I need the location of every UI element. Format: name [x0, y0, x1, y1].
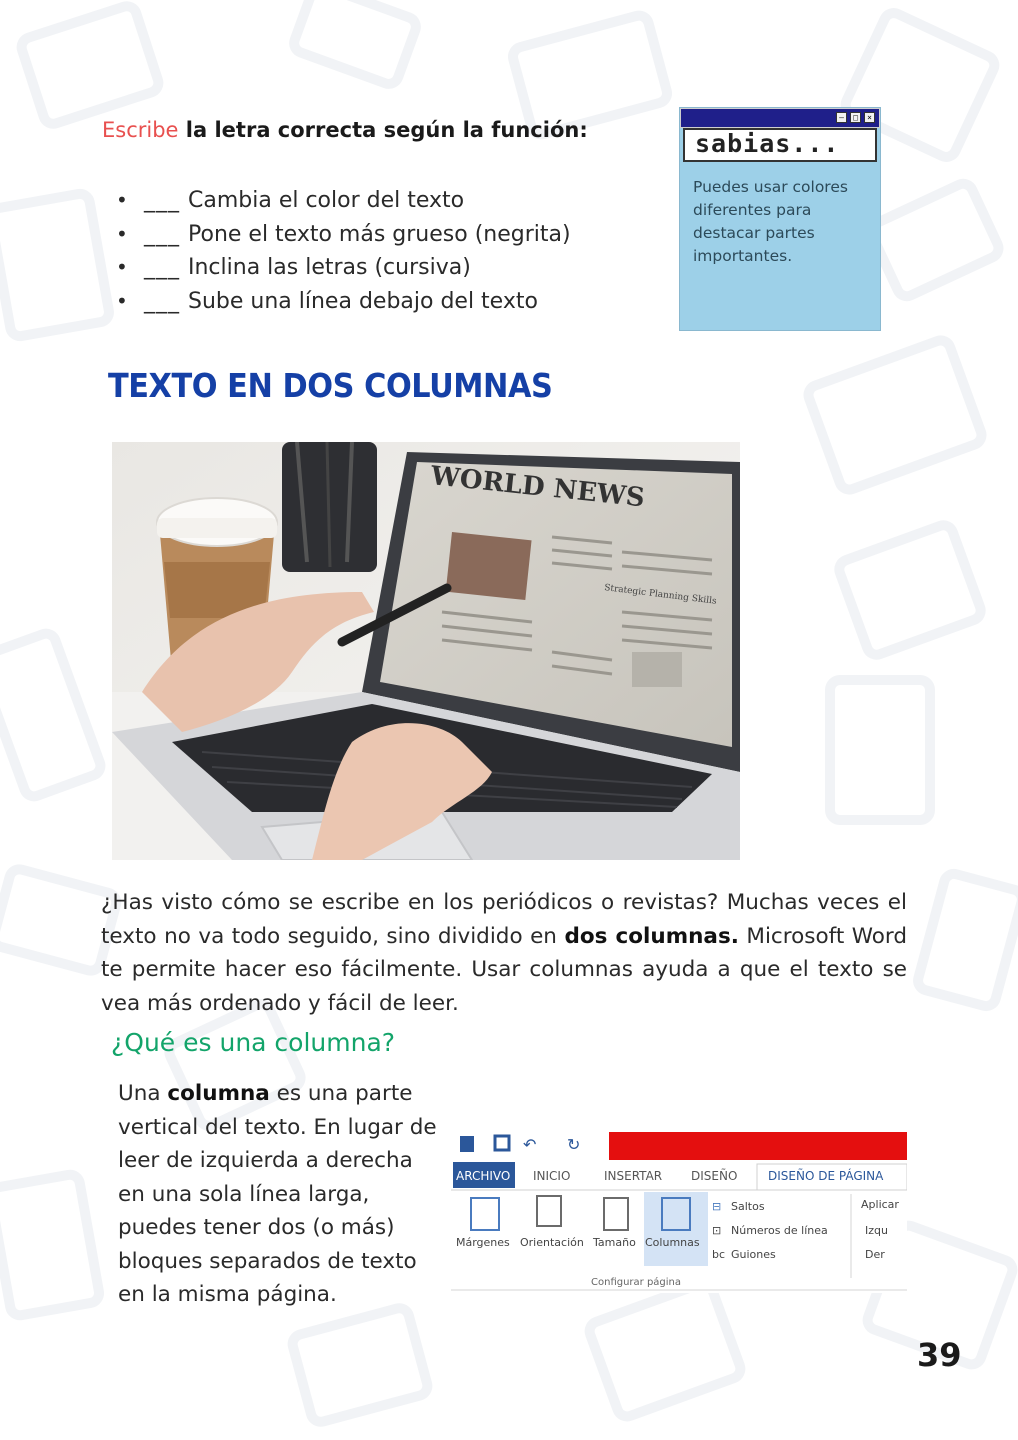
group-label: Configurar página — [591, 1277, 682, 1288]
redacted-bar — [609, 1132, 907, 1160]
sabias-box — [679, 107, 881, 331]
tab-archivo: ARCHIVO — [456, 1169, 511, 1183]
intro-bold: dos columnas. — [564, 923, 739, 949]
intro-paragraph — [101, 886, 907, 1020]
instruction-line — [102, 118, 588, 142]
minimize-icon: – — [836, 112, 847, 123]
item-saltos: Saltos — [731, 1200, 765, 1213]
subheading: ¿Qué es una columna? — [111, 1028, 396, 1057]
section-heading: TEXTO EN DOS COLUMNAS — [108, 366, 553, 405]
close-icon: × — [864, 112, 875, 123]
btn-columnas: Columnas — [645, 1236, 700, 1249]
item-text: Pone el texto más grueso (negrita) — [188, 221, 571, 247]
item-text: Sube una línea debajo del texto — [188, 288, 538, 314]
btn-orientacion: Orientación — [520, 1236, 584, 1249]
item-izq: Izqu — [865, 1224, 888, 1237]
tab-diseno-pagina: DISEÑO DE PÁGINA — [768, 1169, 884, 1183]
definition-bold: columna — [167, 1081, 270, 1106]
instruction-text: la letra correcta según la función: — [185, 118, 588, 142]
list-item — [116, 184, 571, 218]
hyphenation-icon: bc — [712, 1248, 726, 1261]
window-titlebar — [680, 108, 880, 128]
definition-paragraph — [118, 1077, 444, 1312]
list-item — [116, 285, 571, 319]
answer-blank: ___ — [144, 288, 180, 314]
word-ribbon-screenshot — [451, 1128, 907, 1293]
undo-icon: ↶ — [523, 1135, 537, 1154]
instruction-highlight: Escribe — [102, 118, 179, 142]
answer-blank: ___ — [144, 255, 180, 280]
list-item — [116, 251, 571, 285]
bullet: • — [116, 288, 128, 313]
maximize-icon: □ — [850, 112, 861, 123]
screen-subhead: Strategic Planning Skills — [603, 583, 718, 607]
item-der: Der — [865, 1248, 885, 1261]
item-text: Cambia el color del texto — [188, 188, 465, 213]
list-item — [116, 218, 571, 252]
bullet: • — [116, 221, 128, 246]
intro-text-before: ¿Has visto cómo se escribe en los periódicos o revistas? Muchas veces el texto no va todo seguido, sino dividido en — [101, 890, 907, 949]
item-guiones: Guiones — [731, 1248, 776, 1261]
tab-inicio: INICIO — [533, 1169, 571, 1183]
definition-text-before: Una — [118, 1081, 168, 1106]
btn-margenes: Márgenes — [456, 1236, 510, 1249]
definition-text-after: es una parte vertical del texto. En lugar de leer de izquierda a derecha en una sola línea larga, puedes tener dos (o más) bloques separados de texto en la misma página. — [118, 1081, 437, 1307]
item-text: Inclina las letras (cursiva) — [188, 255, 471, 280]
item-aplicar: Aplicar — [861, 1198, 899, 1211]
function-list — [116, 184, 571, 318]
sabias-title: sabias... — [683, 128, 877, 162]
line-numbers-icon: ⊡ — [712, 1224, 722, 1237]
answer-blank: ___ — [144, 221, 180, 247]
bullet: • — [116, 255, 128, 279]
answer-blank: ___ — [144, 188, 180, 213]
breaks-icon: ⊟ — [712, 1200, 722, 1213]
laptop-photo — [112, 442, 740, 860]
page-number: 39 — [917, 1336, 962, 1374]
redo-icon: ↻ — [567, 1135, 581, 1154]
tab-insertar: INSERTAR — [604, 1169, 663, 1183]
sabias-text: Puedes usar colores diferentes para destacar partes importantes. — [693, 178, 848, 265]
intro-text-after: Microsoft Word te permite hacer eso fácilmente. Usar columnas ayuda a que el texto se vea más ordenado y fácil de leer. — [101, 923, 908, 1016]
word-icon — [460, 1136, 474, 1152]
bullet: • — [116, 188, 128, 212]
item-numeros-linea: Números de línea — [731, 1224, 828, 1237]
tab-diseno: DISEÑO — [691, 1169, 738, 1183]
screen-headline: WORLD NEWS — [429, 461, 647, 514]
btn-tamano: Tamaño — [593, 1236, 636, 1249]
